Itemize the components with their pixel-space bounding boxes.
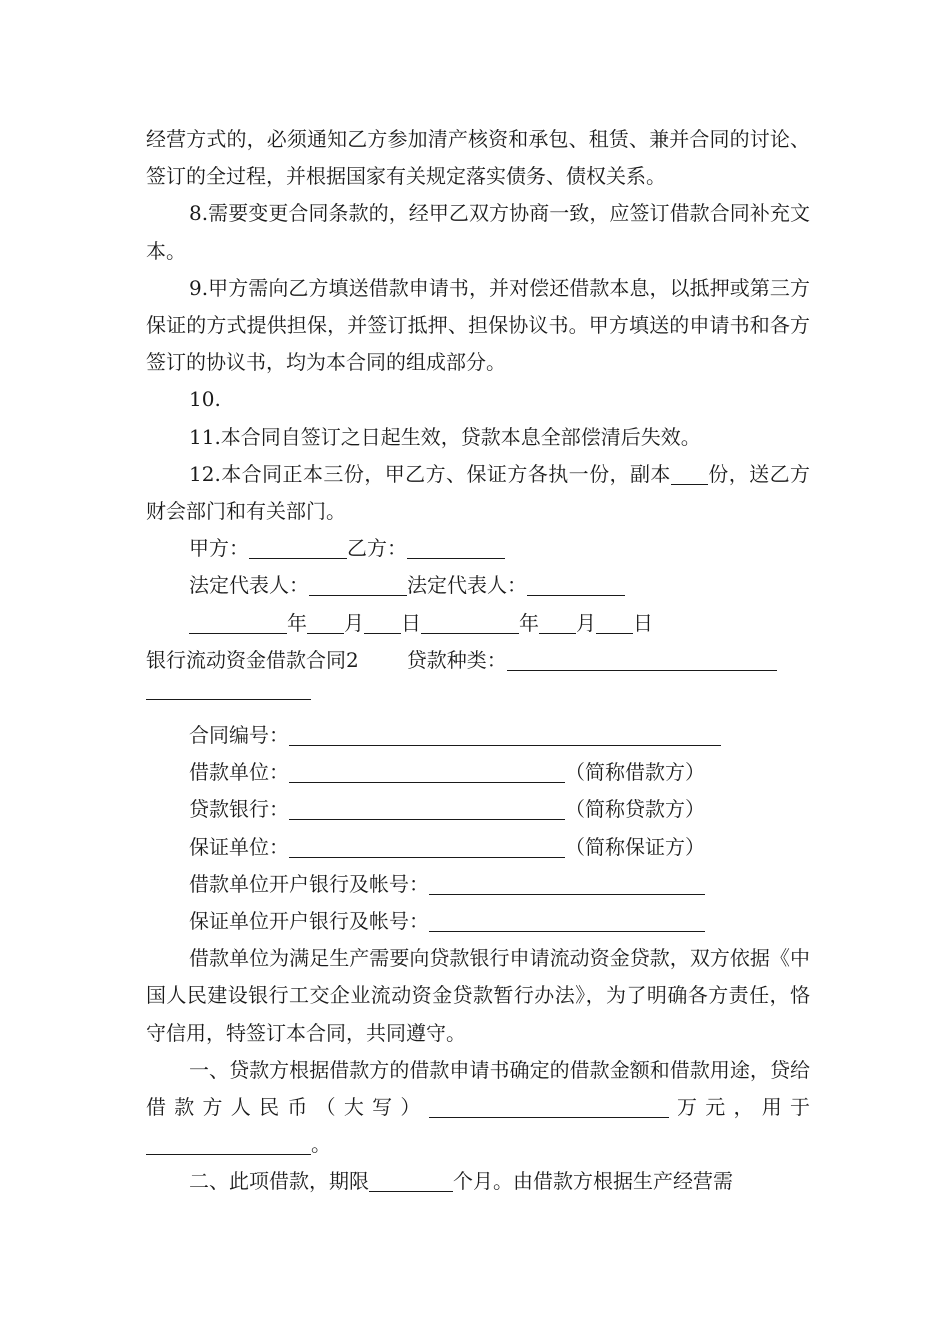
paragraph-clause-12 bbox=[146, 456, 810, 530]
party-a-blank bbox=[249, 537, 347, 559]
copies-blank bbox=[671, 463, 708, 485]
signature-legal-rep-row bbox=[146, 567, 810, 604]
date-a-day: 日 bbox=[401, 610, 421, 635]
paragraph-clause-8: 8.需要变更合同条款的，经甲乙双方协商一致，应签订借款合同补充文本。 bbox=[146, 201, 810, 263]
paragraph-clause-11: 11.本合同自签订之日起生效，贷款本息全部偿清后失效。 bbox=[189, 424, 701, 449]
borrower-row bbox=[146, 754, 810, 791]
loan-purpose-blank bbox=[146, 1133, 311, 1155]
guarantor-account-label: 保证单位开户银行及帐号： bbox=[189, 909, 429, 934]
guarantor-blank bbox=[289, 836, 565, 858]
guarantor-short-name: （简称保证方） bbox=[565, 834, 705, 859]
contract-2-title: 银行流动资金借款合同2 bbox=[146, 647, 359, 672]
clause-12-text-b: 份，送乙方财会部门和有关部门。 bbox=[146, 461, 811, 524]
borrower-blank bbox=[289, 761, 565, 783]
contract-number-row bbox=[146, 717, 810, 754]
clause-one-text-a: 一、贷款方根据借款方的借款申请书确定的借款金额和借款用途，贷给借款方人民币（大写） bbox=[146, 1057, 810, 1120]
clause-one-text-b: 万元，用于 bbox=[668, 1095, 811, 1120]
loan-type-label: 贷款种类： bbox=[406, 647, 507, 672]
date-b-month: 月 bbox=[576, 610, 596, 635]
clause-one bbox=[146, 1052, 810, 1164]
legal-rep-a-label: 法定代表人： bbox=[189, 573, 309, 598]
date-b-year-blank bbox=[421, 612, 519, 634]
legal-rep-a-blank bbox=[309, 574, 407, 596]
contract-number-label: 合同编号： bbox=[189, 723, 289, 748]
borrower-account-label: 借款单位开户银行及帐号： bbox=[189, 871, 429, 896]
borrower-short-name: （简称借款方） bbox=[565, 760, 705, 785]
lender-blank bbox=[289, 798, 565, 820]
clause-two bbox=[146, 1163, 810, 1200]
party-b-blank bbox=[407, 537, 505, 559]
guarantor-account-row bbox=[146, 903, 810, 940]
borrower-account-row bbox=[146, 866, 810, 903]
signature-parties-row bbox=[146, 530, 810, 567]
clause-one-text-c: 。 bbox=[311, 1132, 331, 1157]
date-b-year: 年 bbox=[519, 610, 539, 635]
legal-rep-b-blank bbox=[527, 574, 625, 596]
contract-2-intro: 借款单位为满足生产需要向贷款银行申请流动资金贷款，双方依据《中国人民建设银行工交企业流动资金贷款暂行办法》，为了明确各方责任，恪守信用，特签订本合同，共同遵守。 bbox=[146, 946, 810, 1045]
date-b-day: 日 bbox=[633, 610, 653, 635]
date-a-month: 月 bbox=[344, 610, 364, 635]
clause-two-text-b: 个月。由借款方根据生产经营需 bbox=[453, 1169, 733, 1194]
date-a-day-blank bbox=[364, 612, 401, 634]
borrower-label: 借款单位： bbox=[189, 760, 289, 785]
borrower-account-blank bbox=[429, 873, 705, 895]
date-a-year-blank bbox=[189, 612, 287, 634]
party-b-label: 乙方： bbox=[347, 536, 407, 561]
lender-row bbox=[146, 791, 810, 828]
loan-type-blank bbox=[507, 649, 777, 671]
legal-rep-b-label: 法定代表人： bbox=[407, 573, 527, 598]
guarantor-row bbox=[146, 829, 810, 866]
guarantor-label: 保证单位： bbox=[189, 834, 289, 859]
guarantor-account-blank bbox=[429, 910, 705, 932]
party-a-label: 甲方： bbox=[189, 536, 249, 561]
date-b-month-blank bbox=[539, 612, 576, 634]
loan-term-blank bbox=[369, 1170, 453, 1192]
date-a-month-blank bbox=[307, 612, 344, 634]
signature-date-row bbox=[146, 605, 810, 642]
paragraph-business-mode: 经营方式的，必须通知乙方参加清产核资和承包、租赁、兼并合同的讨论、签订的全过程，并根据国家有关规定落实债务、债权关系。 bbox=[146, 127, 810, 189]
date-b-day-blank bbox=[596, 612, 633, 634]
lender-short-name: （简称贷款方） bbox=[565, 797, 705, 822]
clause-12-text-a: 12.本合同正本三份，甲乙方、保证方各执一份，副本 bbox=[189, 461, 671, 486]
loan-type-blank-continued bbox=[146, 679, 311, 700]
contract-2-heading-row bbox=[146, 642, 810, 679]
paragraph-clause-9: 9.甲方需向乙方填送借款申请书，并对偿还借款本息，以抵押或第三方保证的方式提供担保，并签订抵押、担保协议书。甲方填送的申请书和各方签订的协议书，均为本合同的组成部分。 bbox=[146, 275, 810, 375]
lender-label: 贷款银行： bbox=[189, 797, 289, 822]
date-a-year: 年 bbox=[287, 610, 307, 635]
clause-two-text-a: 二、此项借款，期限 bbox=[189, 1169, 369, 1194]
paragraph-clause-10: 10. bbox=[189, 387, 221, 412]
document-body bbox=[146, 121, 810, 1201]
loan-amount-blank bbox=[429, 1096, 669, 1118]
contract-number-blank bbox=[289, 724, 721, 746]
